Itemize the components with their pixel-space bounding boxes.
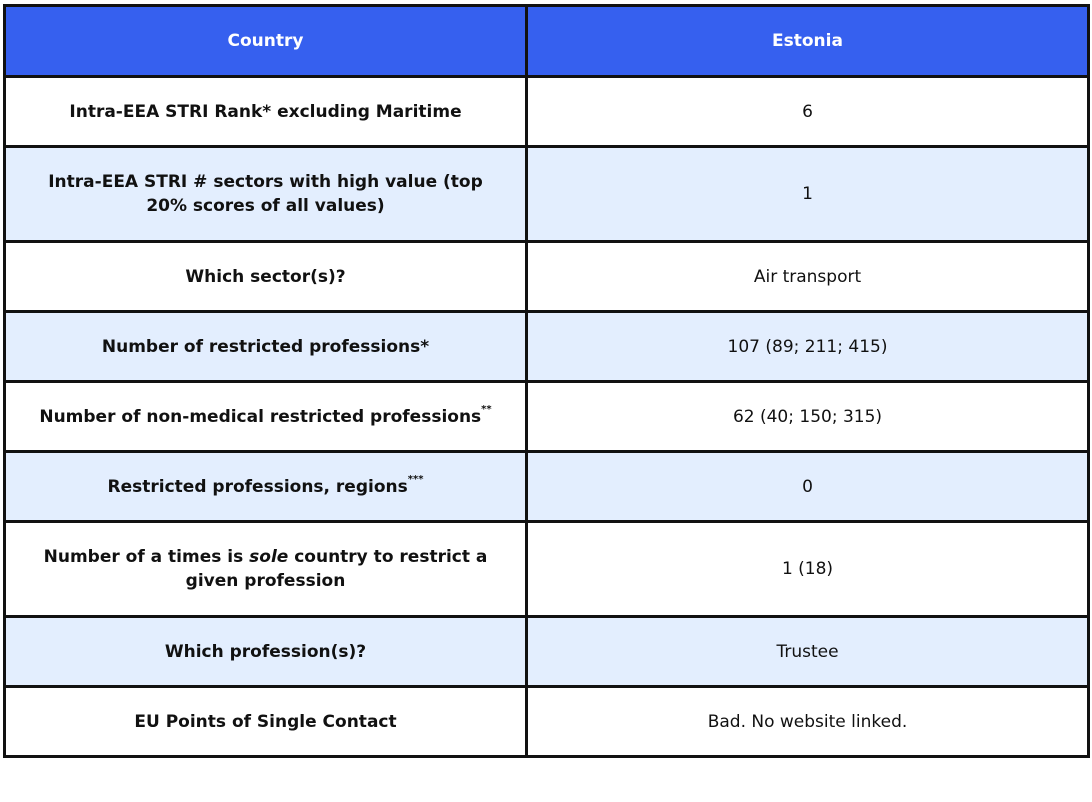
row-value: Trustee [527, 617, 1089, 687]
table-row [5, 312, 1089, 382]
table-row [5, 522, 1089, 617]
row-label-pre: Number of a times is [43, 547, 250, 567]
row-value: 6 [527, 77, 1089, 147]
row-value: Bad. No website linked. [527, 687, 1089, 757]
row-value: 1 (18) [527, 522, 1089, 617]
table-row [5, 617, 1089, 687]
row-label [5, 452, 527, 522]
table-row [5, 77, 1089, 147]
row-value: 1 [527, 147, 1089, 242]
table-row [5, 147, 1089, 242]
footnote-marker: ** [481, 403, 492, 415]
row-label [5, 522, 527, 617]
footnote-marker: *** [407, 473, 424, 485]
table-row [5, 452, 1089, 522]
row-label: EU Points of Single Contact [5, 687, 527, 757]
row-label-text: Restricted professions, regions [107, 476, 408, 497]
row-label-post: country to restrict a given profession [185, 547, 488, 591]
row-label-text: Number of non-medical restricted professions [39, 406, 482, 427]
row-label-emphasis: sole [249, 547, 289, 567]
row-label: Which profession(s)? [5, 617, 527, 687]
row-label [5, 382, 527, 452]
row-value: 107 (89; 211; 415) [527, 312, 1089, 382]
table-row [5, 687, 1089, 757]
table-row [5, 242, 1089, 312]
row-value: 62 (40; 150; 315) [527, 382, 1089, 452]
row-value: 0 [527, 452, 1089, 522]
header-country: Country [5, 6, 527, 77]
header-row [5, 6, 1089, 77]
table-row [5, 382, 1089, 452]
row-label: Intra-EEA STRI # sectors with high value (top 20% scores of all values) [5, 147, 527, 242]
row-label: Number of restricted professions* [5, 312, 527, 382]
row-value: Air transport [527, 242, 1089, 312]
header-estonia: Estonia [527, 6, 1089, 77]
row-label: Intra-EEA STRI Rank* excluding Maritime [5, 77, 527, 147]
country-comparison-table [3, 4, 1090, 758]
row-label: Which sector(s)? [5, 242, 527, 312]
